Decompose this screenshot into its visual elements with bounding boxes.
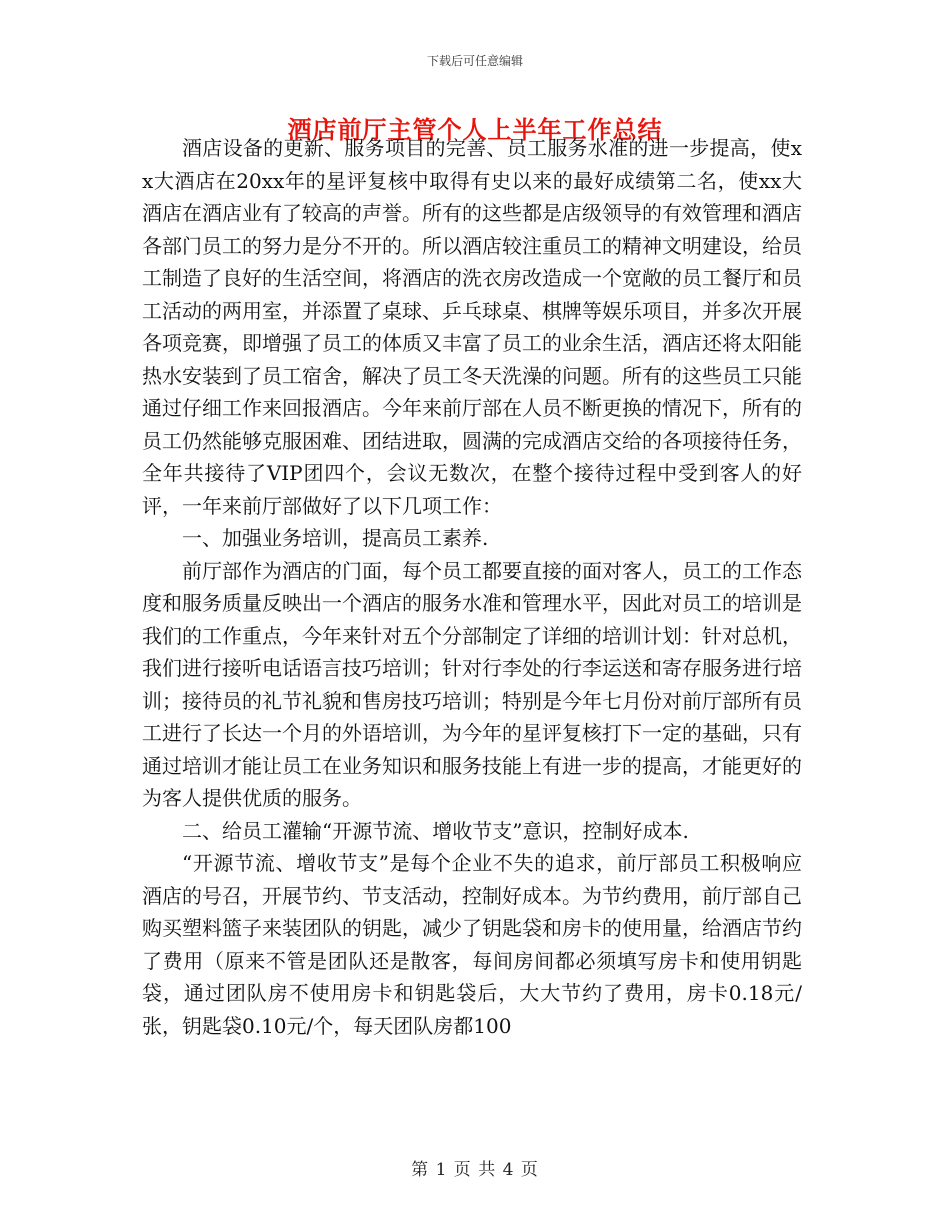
document-title: 酒店前厅主管个人上半年工作总结 bbox=[287, 115, 663, 144]
paragraph-intro: 酒店设备的更新、服务项目的完善、员工服务水准的进一步提高，使xx大酒店在20xx年的星评复核中取得有史以来的最好成绩第二名，使xx大酒店在酒店业有了较高的声誉。所有的这些都是店级领导的有效管理和酒店各部门员工的努力是分不开的。所以酒店较注重员工的精神文明建设，给员工制造了良好的生活空间，将酒店的洗衣房改造成一个宽敞的员工餐厅和员工活动的两用室，并添置了桌球、乒乓球桌、棋牌等娱乐项目，并多次开展各项竞赛，即增强了员工的体质又丰富了员工的业余生活，酒店还将太阳能热水安装到了员工宿舍，解决了员工冬天洗澡的问题。所有的这些员工只能通过仔细工作来回报酒店。今年来前厅部在人员不断更换的情况下，所有的员工仍然能够克服困难、团结进取，圆满的完成酒店交给的各项接待任务，全年共接待了VIP团四个，会议无数次，在整个接待过程中受到客人的好评，一年来前厅部做好了以下几项工作： bbox=[142, 136, 802, 518]
page-header: 下载后可任意编辑 bbox=[426, 54, 523, 68]
paragraph-training: 前厅部作为酒店的门面，每个员工都要直接的面对客人，员工的工作态度和服务质量反映出一个酒店的服务水准和管理水平，因此对员工的培训是我们的工作重点，今年来针对五个分部制定了详细的培训计划：针对总机，我们进行接听电话语言技巧培训；针对行李处的行李运送和寄存服务进行培训；接待员的礼节礼貌和售房技巧培训；特别是今年七月份对前厅部所有员工进行了长达一个月的外语培训，为今年的星评复核打下一定的基础，只有通过培训才能让员工在业务知识和服务技能上有进一步的提高，才能更好的为客人提供优质的服务。 bbox=[142, 558, 802, 810]
paragraph-cost-control: “开源节流、增收节支”是每个企业不失的追求，前厅部员工积极响应酒店的号召，开展节约、节支活动，控制好成本。为节约费用，前厅部自己购买塑料篮子来装团队的钥匙，减少了钥匙袋和房卡的使用量，给酒店节约了费用（原来不管是团队还是散客，每间房间都必须填写房卡和使用钥匙袋，通过团队房不使用房卡和钥匙袋后，大大节约了费用，房卡0.18元/张，钥匙袋0.10元/个，每天团队房都100 bbox=[142, 851, 802, 1038]
page-number: 第 1 页 共 4 页 bbox=[411, 1160, 539, 1180]
section-heading-2: 二、给员工灌输“开源节流、增收节支”意识，控制好成本. bbox=[182, 818, 689, 843]
section-heading-1: 一、加强业务培训，提高员工素养. bbox=[182, 526, 489, 550]
document-body bbox=[142, 132, 802, 1042]
